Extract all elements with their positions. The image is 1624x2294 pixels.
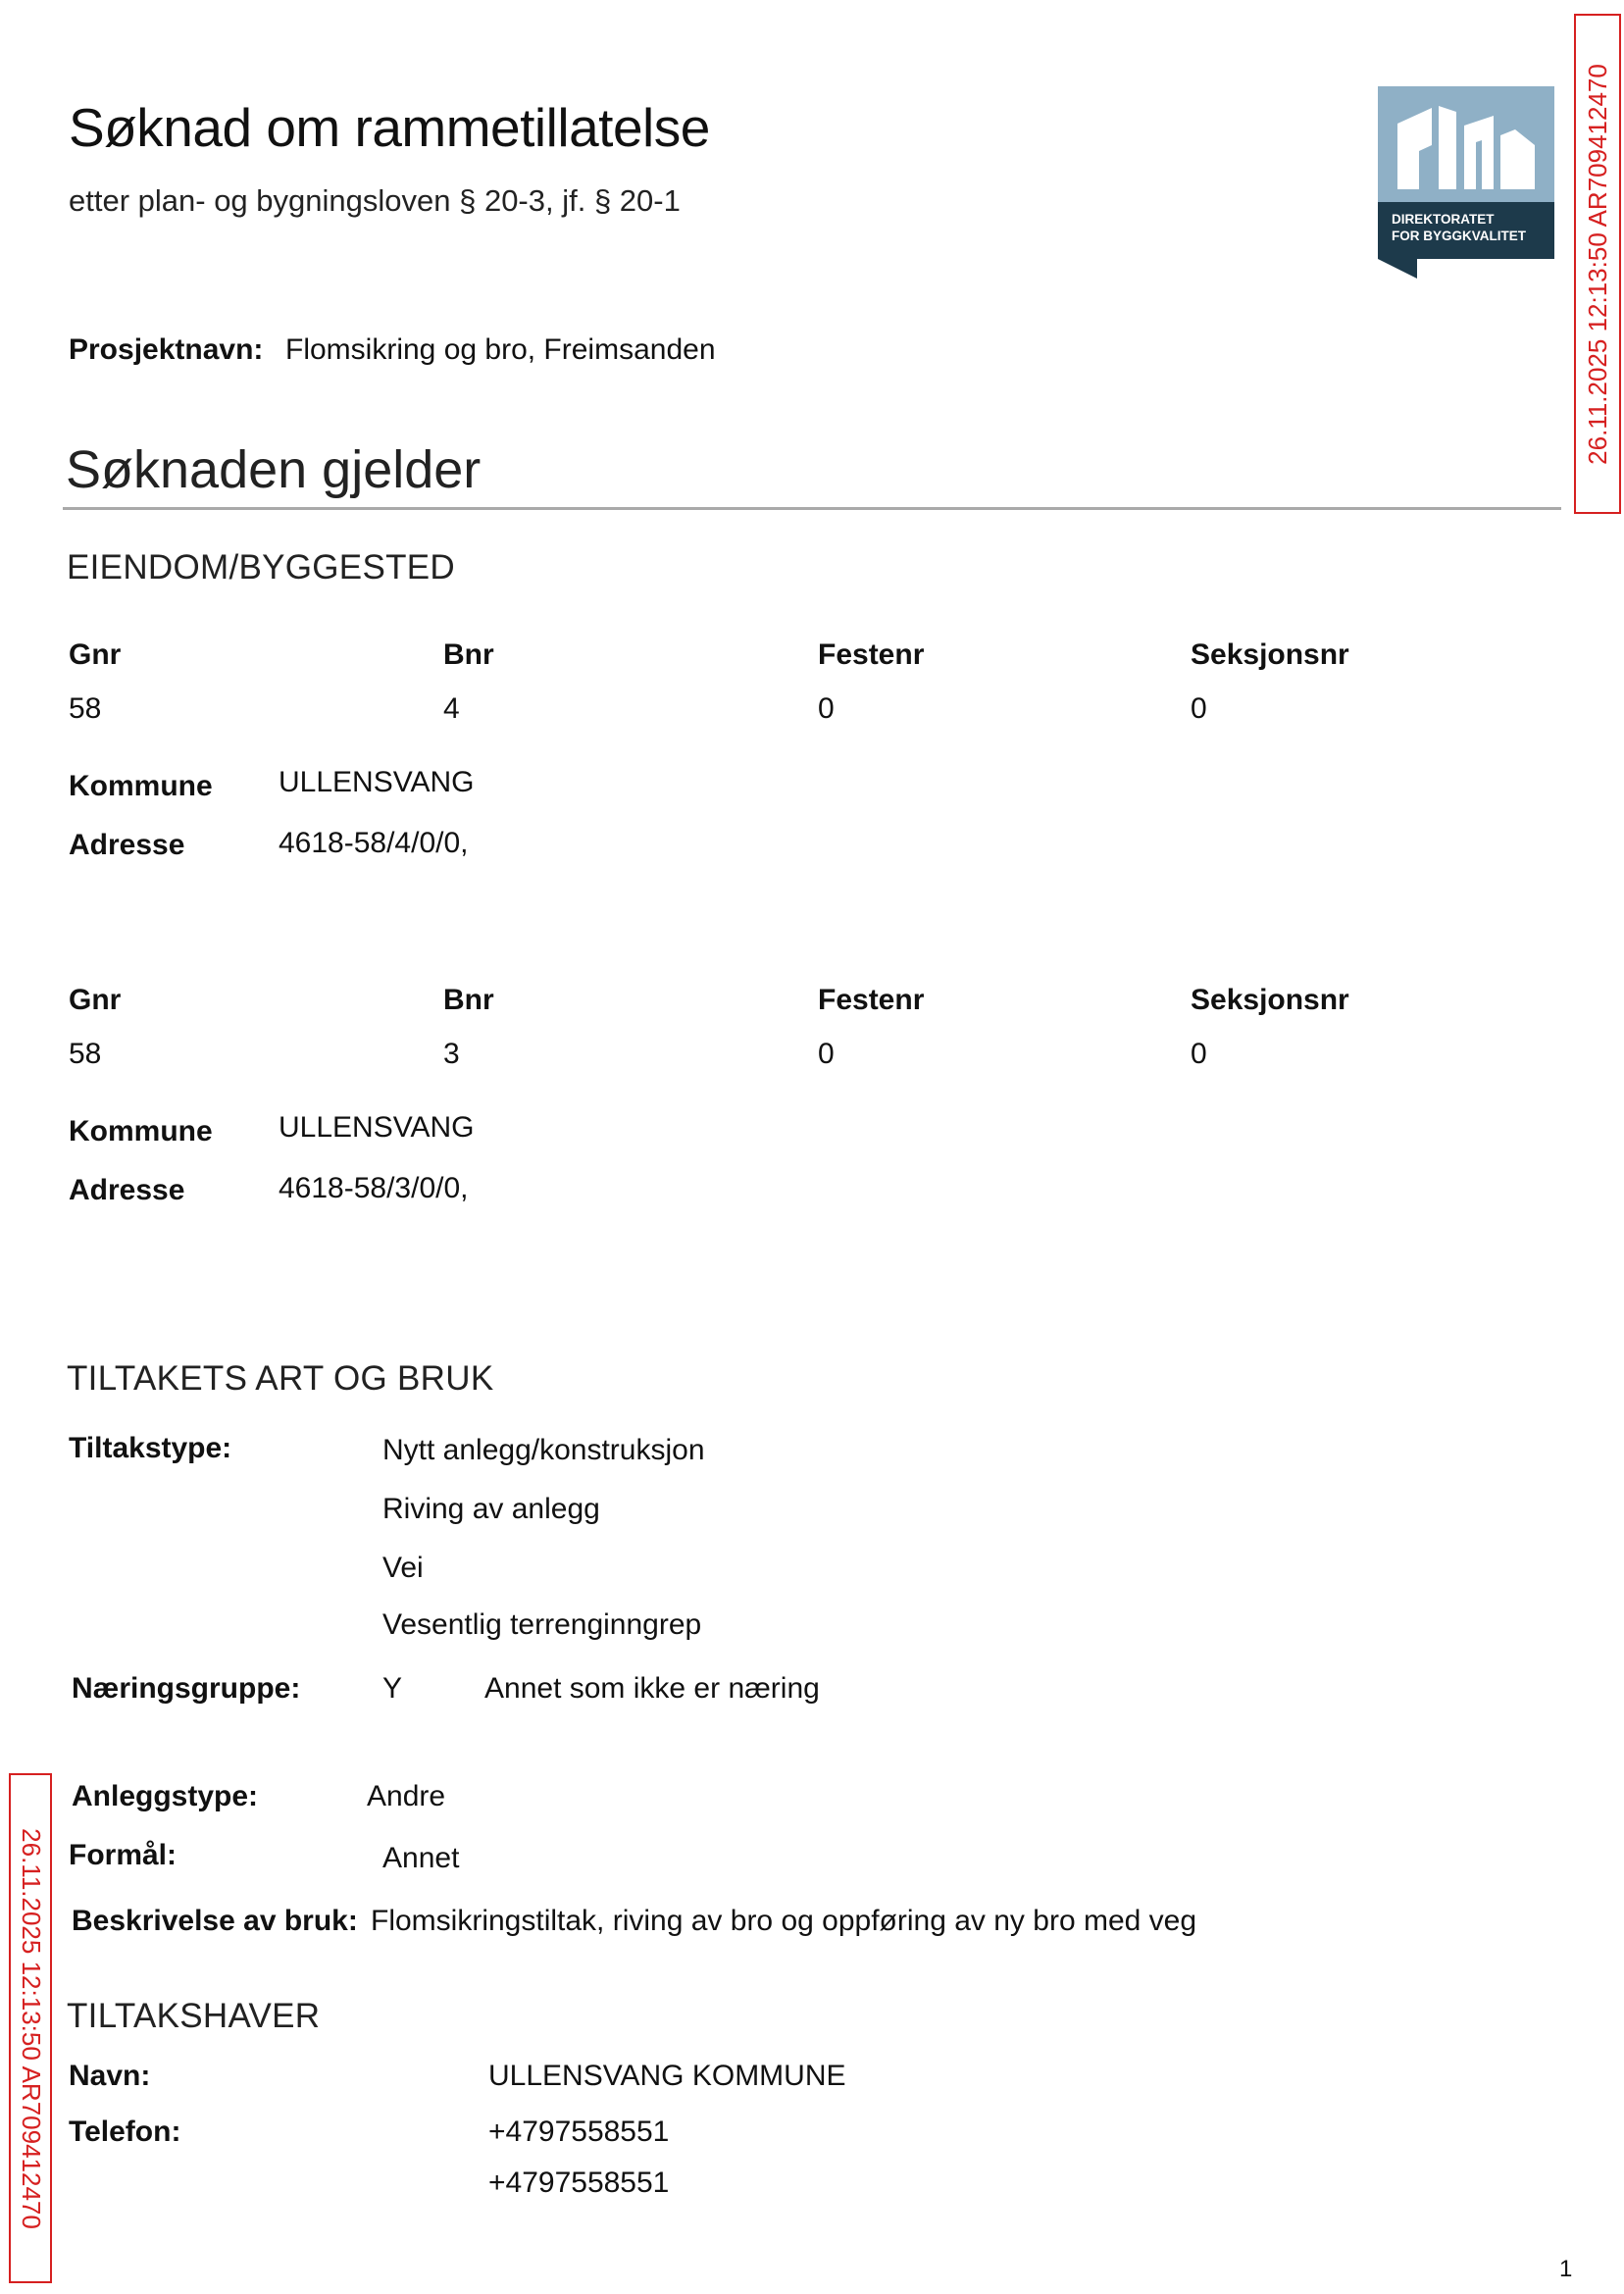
page-title: Søknad om rammetillatelse xyxy=(69,97,710,158)
gnr-label: Gnr xyxy=(69,638,122,671)
tiltakshaver-heading: TILTAKSHAVER xyxy=(67,1997,321,2035)
formal-label: Formål: xyxy=(69,1839,178,1871)
telefon-value: +4797558551 xyxy=(488,2116,670,2148)
adresse-value: 4618-58/4/0/0, xyxy=(279,827,469,859)
formal-value: Annet xyxy=(382,1842,460,1874)
navn-label: Navn: xyxy=(69,2060,151,2092)
seksjonsnr-label: Seksjonsnr xyxy=(1191,638,1349,671)
telefon-label: Telefon: xyxy=(69,2116,181,2148)
logo-text-line1: DIREKTORATET xyxy=(1392,212,1495,227)
festenr-label: Festenr xyxy=(818,638,925,671)
tiltakstype-item: Vei xyxy=(382,1552,424,1584)
seksjonsnr-label: Seksjonsnr xyxy=(1191,984,1349,1016)
telefon-value: +4797558551 xyxy=(488,2167,670,2199)
festenr-label: Festenr xyxy=(818,984,925,1016)
beskrivelse-label: Beskrivelse av bruk: xyxy=(72,1905,358,1937)
naeringsgruppe-value: Annet som ikke er næring xyxy=(484,1672,820,1705)
gnr-value: 58 xyxy=(69,692,102,725)
naeringsgruppe-label: Næringsgruppe: xyxy=(72,1672,301,1705)
page-subtitle: etter plan- og bygningsloven § 20-3, jf. § 20-1 xyxy=(69,183,681,218)
kommune-value: ULLENSVANG xyxy=(279,1111,475,1144)
gnr-label: Gnr xyxy=(69,984,122,1016)
stamp-text: 26.11.2025 12:13:50 AR709412470 xyxy=(16,1827,46,2229)
tiltak-heading: TILTAKETS ART OG BRUK xyxy=(67,1359,494,1398)
festenr-value: 0 xyxy=(818,692,835,725)
kommune-label: Kommune xyxy=(69,770,213,802)
bnr-value: 3 xyxy=(443,1038,460,1070)
project-value: Flomsikring og bro, Freimsanden xyxy=(285,333,716,366)
dibk-logo xyxy=(1378,86,1554,279)
tiltakstype-item: Vesentlig terrenginngrep xyxy=(382,1608,702,1641)
tiltakstype-item: Riving av anlegg xyxy=(382,1493,600,1525)
stamp-text: 26.11.2025 12:13:50 AR709412470 xyxy=(1582,63,1612,465)
bnr-label: Bnr xyxy=(443,984,494,1016)
navn-value: ULLENSVANG KOMMUNE xyxy=(488,2060,846,2092)
seksjonsnr-value: 0 xyxy=(1191,692,1207,725)
kommune-value: ULLENSVANG xyxy=(279,766,475,798)
bnr-value: 4 xyxy=(443,692,460,725)
property-heading: EIENDOM/BYGGESTED xyxy=(67,548,455,586)
naeringsgruppe-code: Y xyxy=(382,1672,403,1705)
beskrivelse-value: Flomsikringstiltak, riving av bro og oppføring av ny bro med veg xyxy=(371,1905,1197,1937)
timestamp-stamp-left xyxy=(9,1773,52,2283)
tiltakstype-label: Tiltakstype: xyxy=(69,1432,232,1464)
gnr-value: 58 xyxy=(69,1038,102,1070)
adresse-label: Adresse xyxy=(69,1174,185,1206)
section-divider xyxy=(63,507,1561,510)
tiltakstype-item: Nytt anlegg/konstruksjon xyxy=(382,1434,705,1466)
kommune-label: Kommune xyxy=(69,1115,213,1147)
timestamp-stamp-top xyxy=(1574,14,1621,514)
project-label: Prosjektnavn: xyxy=(69,333,264,366)
bnr-label: Bnr xyxy=(443,638,494,671)
anleggstype-value: Andre xyxy=(367,1780,446,1812)
adresse-value: 4618-58/3/0/0, xyxy=(279,1172,469,1204)
anleggstype-label: Anleggstype: xyxy=(72,1780,259,1812)
seksjonsnr-value: 0 xyxy=(1191,1038,1207,1070)
page-number: 1 xyxy=(1559,2256,1573,2282)
logo-text-line2: FOR BYGGKVALITET xyxy=(1392,229,1526,243)
festenr-value: 0 xyxy=(818,1038,835,1070)
adresse-label: Adresse xyxy=(69,829,185,861)
section-title: Søknaden gjelder xyxy=(66,440,482,499)
